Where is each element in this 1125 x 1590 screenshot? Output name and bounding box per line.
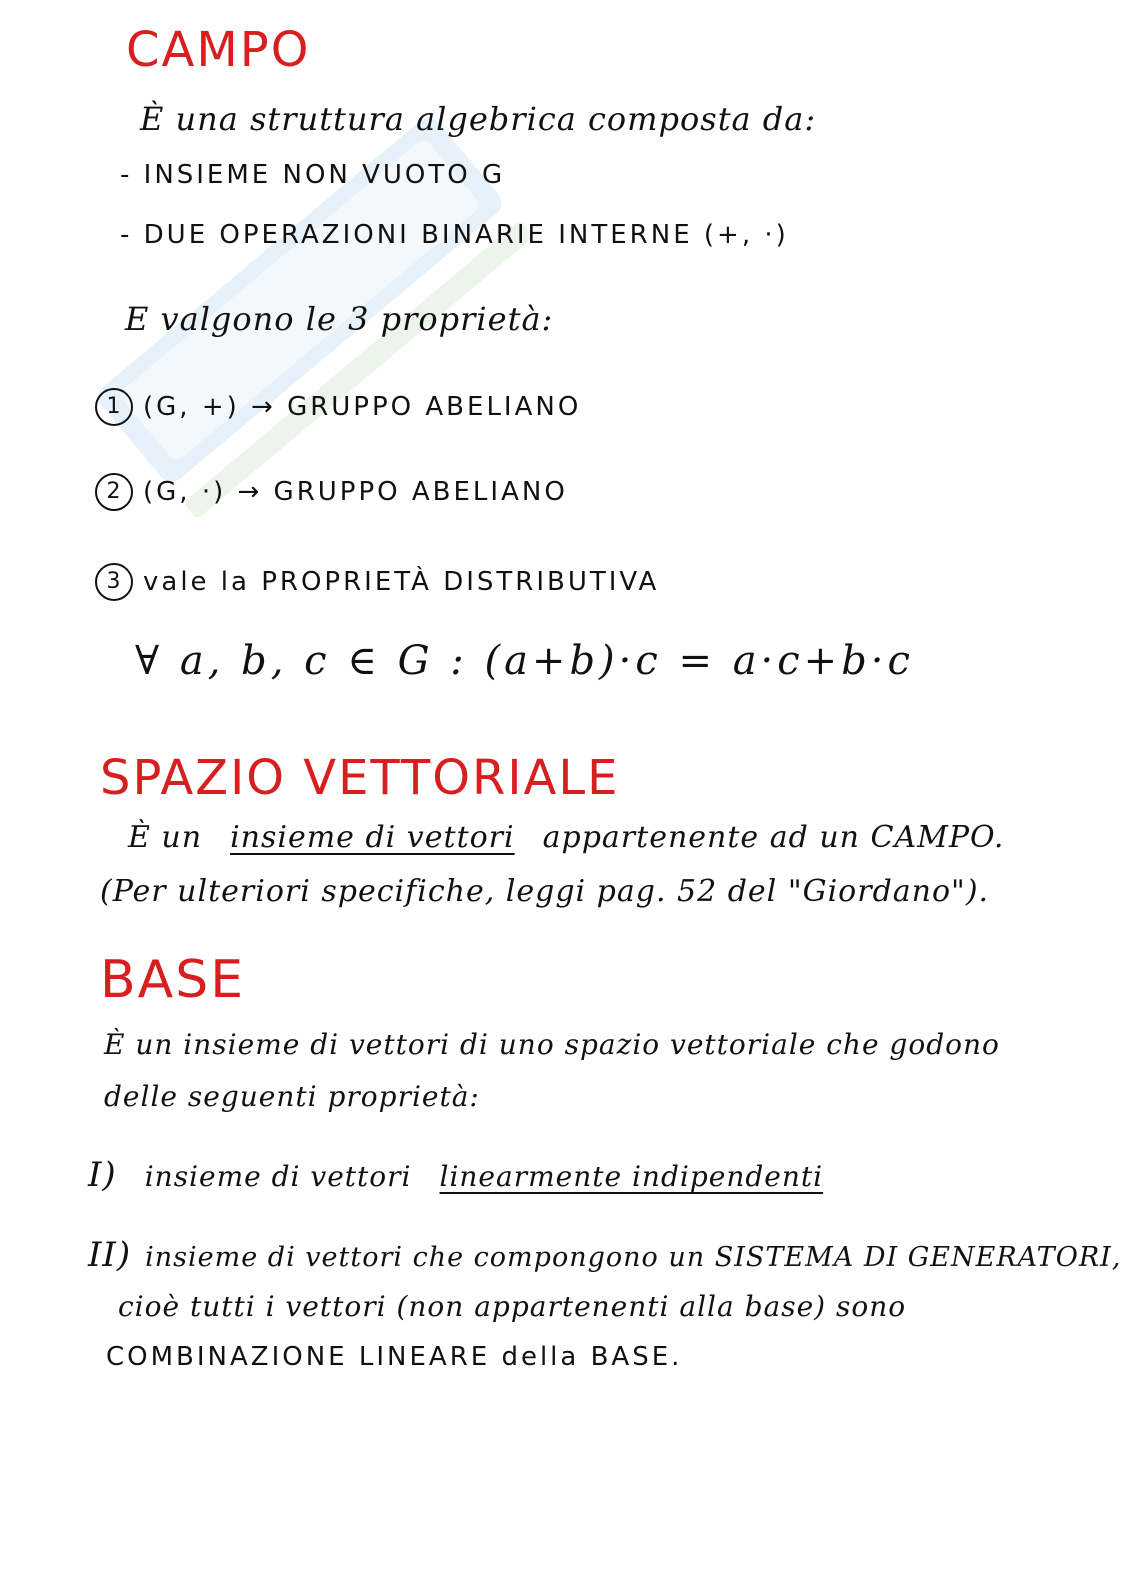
base-item-2-continued: cioè tutti i vettori (non appartenenti alla base) sono (118, 1290, 907, 1323)
spazio-line-2: (Per ulteriori specifiche, leggi pag. 52 del "Giordano"). (100, 874, 990, 909)
prop-2-number: 2 (95, 473, 133, 511)
distributive-formula: ∀ a, b, c ∈ G : (a+b)·c = a·c+b·c (135, 638, 914, 684)
base-item-2-end: COMBINAZIONE LINEARE della BASE. (106, 1342, 683, 1372)
base-item-1-underlined: linearmente indipendenti (439, 1160, 824, 1193)
base-title: BASE (100, 950, 246, 1010)
spazio-line-1-start: È un (128, 820, 203, 855)
base-item-2-text: insieme di vettori che compongono un SISTEMA DI GENERATORI, (145, 1242, 1122, 1273)
prop-2-text: (G, ·) → GRUPPO ABELIANO (143, 477, 568, 507)
base-line-2: delle seguenti proprietà: (104, 1080, 480, 1113)
campo-item-2: - DUE OPERAZIONI BINARIE INTERNE (+, ·) (120, 220, 789, 250)
base-item-1-label: I) (88, 1155, 117, 1195)
base-item-1 (88, 1155, 823, 1195)
campo-prop-1 (95, 385, 581, 426)
spazio-underlined-phrase: insieme di vettori (230, 820, 515, 855)
spazio-line-1 (128, 820, 1004, 855)
base-item-2 (88, 1235, 1121, 1275)
campo-item-1: - INSIEME NON VUOTO G (120, 160, 506, 190)
prop-3-text: vale la PROPRIETÀ DISTRIBUTIVA (143, 567, 660, 597)
campo-prop-2 (95, 470, 568, 511)
campo-prop-3 (95, 560, 659, 601)
base-line-1: È un insieme di vettori di uno spazio vettoriale che godono (104, 1028, 1000, 1061)
campo-props-intro: E valgono le 3 proprietà: (125, 300, 554, 338)
base-item-1-text: insieme di vettori (144, 1160, 412, 1193)
campo-title: CAMPO (126, 22, 311, 78)
spazio-line-1-end: appartenente ad un CAMPO. (542, 820, 1005, 855)
prop-1-text: (G, +) → GRUPPO ABELIANO (143, 392, 582, 422)
prop-3-number: 3 (95, 563, 133, 601)
spazio-title: SPAZIO VETTORIALE (100, 750, 620, 806)
campo-intro: È una struttura algebrica composta da: (140, 100, 817, 138)
prop-1-number: 1 (95, 388, 133, 426)
base-item-2-label: II) (88, 1235, 132, 1275)
